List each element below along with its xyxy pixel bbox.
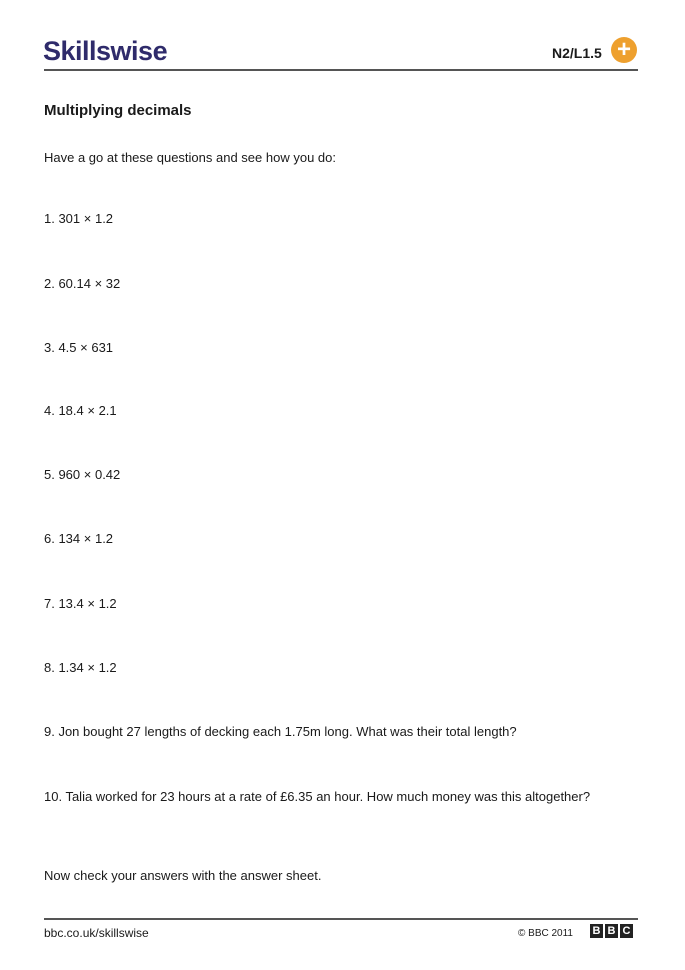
footer-divider <box>44 918 638 920</box>
page-title: Multiplying decimals <box>44 102 192 119</box>
question: 7. 13.4 × 1.2 <box>44 596 117 611</box>
level-code: N2/L1.5 <box>552 45 602 61</box>
skillswise-logo: Skillswise <box>43 36 168 66</box>
question: 6. 134 × 1.2 <box>44 531 114 546</box>
footer-url[interactable]: bbc.co.uk/skillswise <box>44 926 149 940</box>
bbc-letter: B <box>590 924 603 938</box>
bbc-letter: B <box>605 924 618 938</box>
question: 3. 4.5 × 631 <box>44 340 114 355</box>
question: 2. 60.14 × 32 <box>44 276 121 291</box>
question: 8. 1.34 × 1.2 <box>44 660 117 675</box>
question: 10. Talia worked for 23 hours at a rate of £6.35 an hour. How much money was this altogether? <box>44 789 591 804</box>
closing-text: Now check your answers with the answer sheet. <box>44 868 322 883</box>
bbc-logo <box>590 924 633 938</box>
question: 9. Jon bought 27 lengths of decking each 1.75m long. What was their total length? <box>44 724 517 739</box>
bbc-letter: C <box>620 924 633 938</box>
intro-text: Have a go at these questions and see how you do: <box>44 150 336 165</box>
header-divider <box>44 69 638 71</box>
question: 5. 960 × 0.42 <box>44 467 121 482</box>
plus-circle-icon: + <box>611 37 637 63</box>
question: 1. 301 × 1.2 <box>44 211 114 226</box>
copyright: © BBC 2011 <box>518 928 573 939</box>
question: 4. 18.4 × 2.1 <box>44 403 117 418</box>
